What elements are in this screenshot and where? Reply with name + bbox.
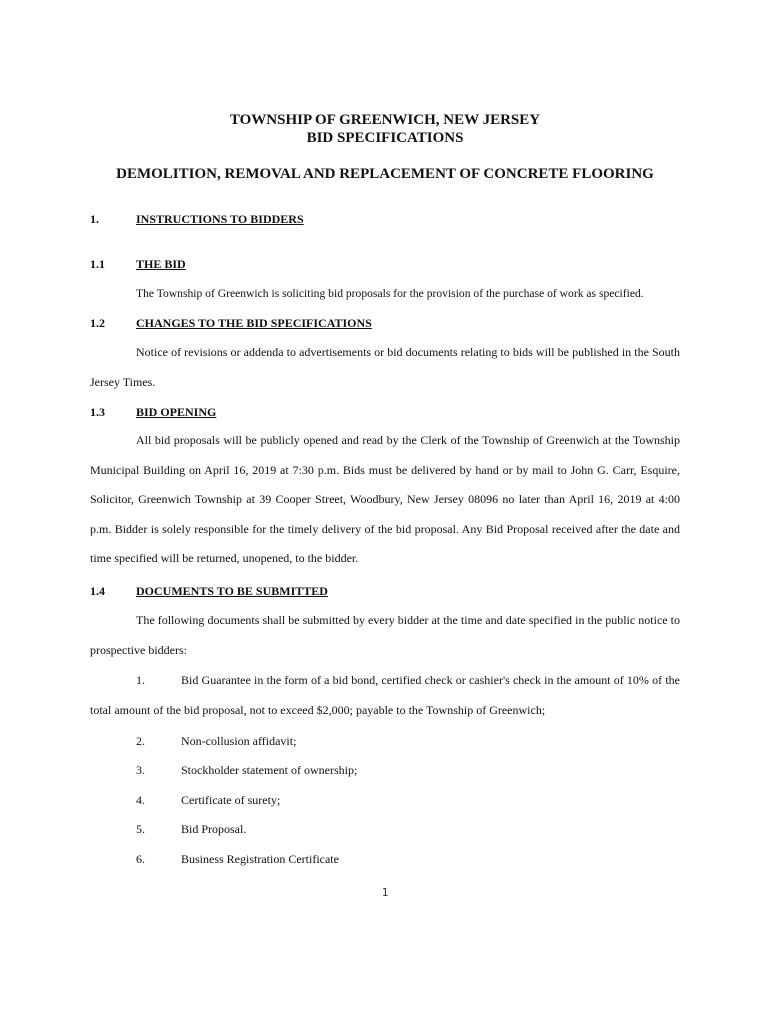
page-number: 1 bbox=[381, 886, 389, 899]
list-item-number: 4. bbox=[136, 793, 145, 807]
section-1-2-text: Notice of revisions or addenda to advertisements or bid documents relating to bids will be published in the South Jersey Times. bbox=[90, 345, 680, 389]
section-number: 1.4 bbox=[90, 584, 105, 598]
document-title bbox=[0, 111, 770, 147]
section-1-1-heading bbox=[90, 257, 186, 271]
list-item-2 bbox=[136, 734, 296, 748]
section-1-2-heading bbox=[90, 316, 372, 330]
section-title: DOCUMENTS TO BE SUBMITTED bbox=[136, 584, 328, 598]
title-line-2: BID SPECIFICATIONS bbox=[306, 130, 464, 146]
list-item-text: Business Registration Certificate bbox=[181, 852, 339, 866]
list-item-number: 5. bbox=[136, 822, 145, 836]
list-item-4 bbox=[136, 793, 280, 807]
section-1-3-text: All bid proposals will be publicly opened and read by the Clerk of the Township of Greenwich at the Township Municipal Building on April 16, 2019 at 7:30 p.m. Bids must be delivered by hand or by mail to John G. Carr, Esquire, Solicitor, Greenwich Township at 39 Cooper Street, Woodbury, New Jersey 08096 no later than April 16, 2019 at 4:00 p.m. Bidder is solely responsible for the timely delivery of the bid proposal. Any Bid Proposal received after the date and time specified will be returned, unopened, to the bidder. bbox=[90, 433, 680, 565]
title-line-1: TOWNSHIP OF GREENWICH, NEW JERSEY bbox=[229, 112, 541, 128]
list-item-text: Bid Guarantee in the form of a bid bond, certified check or cashier's check in the amount of 10% of the total amount of the bid proposal, not to exceed $2,000; payable to the Township of Greenwich; bbox=[90, 673, 680, 717]
section-number: 1.1 bbox=[90, 257, 105, 271]
document-subtitle: DEMOLITION, REMOVAL AND REPLACEMENT OF CONCRETE FLOORING bbox=[116, 166, 654, 182]
section-1-1-text: The Township of Greenwich is soliciting bid proposals for the provision of the purchase of work as specified. bbox=[136, 287, 644, 300]
section-title: BID OPENING bbox=[136, 405, 217, 419]
list-item-3 bbox=[136, 763, 357, 777]
section-title: INSTRUCTIONS TO BIDDERS bbox=[136, 212, 304, 226]
section-title: THE BID bbox=[136, 257, 186, 271]
list-item-text: Certificate of surety; bbox=[181, 793, 281, 807]
list-item-5 bbox=[136, 822, 246, 836]
section-number: 1.2 bbox=[90, 316, 105, 330]
list-item-number: 6. bbox=[136, 852, 145, 866]
list-item-6 bbox=[136, 852, 339, 866]
list-item-text: Bid Proposal. bbox=[181, 822, 247, 836]
list-item-number: 1. bbox=[136, 673, 145, 687]
section-1-4-text: The following documents shall be submitted by every bidder at the time and date specified in the public notice to prospective bidders: bbox=[90, 613, 680, 657]
section-title: CHANGES TO THE BID SPECIFICATIONS bbox=[136, 316, 372, 330]
section-1-heading bbox=[90, 212, 304, 226]
list-item-number: 3. bbox=[136, 763, 145, 777]
list-item-text: Non-collusion affidavit; bbox=[181, 734, 297, 748]
section-number: 1. bbox=[90, 212, 99, 226]
section-1-3-heading bbox=[90, 405, 216, 419]
section-number: 1.3 bbox=[90, 405, 105, 419]
list-item-1 bbox=[90, 666, 680, 725]
list-item-number: 2. bbox=[136, 734, 145, 748]
list-item-text: Stockholder statement of ownership; bbox=[181, 763, 358, 777]
section-1-4-heading bbox=[90, 584, 328, 598]
